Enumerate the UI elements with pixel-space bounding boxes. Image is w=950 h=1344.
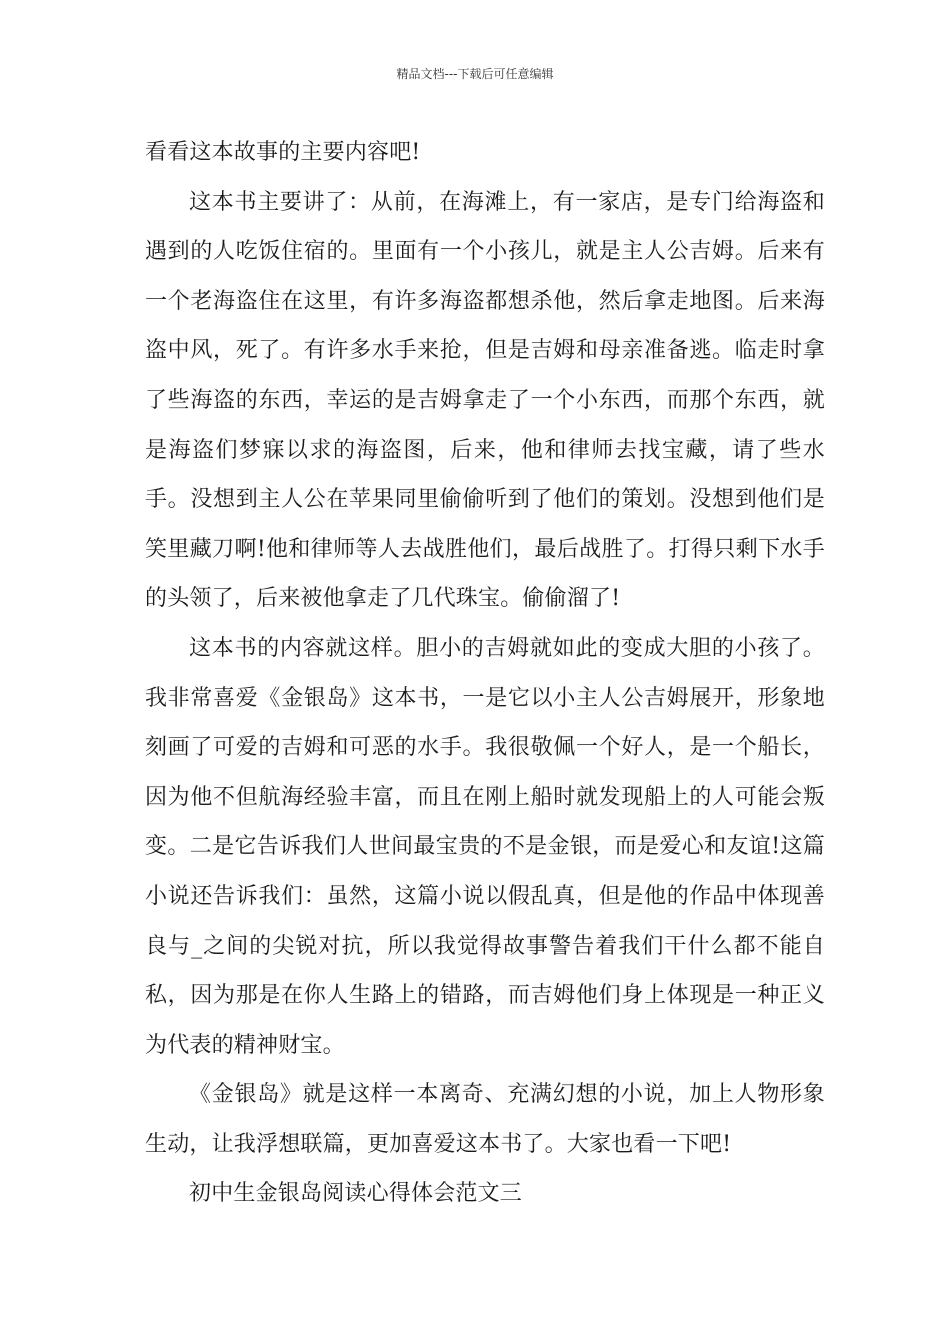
paragraph-story-summary: 这本书主要讲了：从前，在海滩上，有一家店，是专门给海盗和遇到的人吃饭住宿的。里面有一个小孩儿，就是主人公吉姆。后来有一个老海盗住在这里，有许多海盗都想杀他，然后拿走地图。后来海盗中风，死了。有许多水手来抢，但是吉姆和母亲准备逃。临走时拿了些海盗的东西，幸运的是吉姆拿走了一个小东西，而那个东西，就是海盗们梦寐以求的海盗图，后来，他和律师去找宝藏，请了些水手。没想到主人公在苹果同里偷偷听到了他们的策划。没想到他们是笑里藏刀啊!他和律师等人去战胜他们，最后战胜了。打得只剩下水手的头领了，后来被他拿走了几代珠宝。偷偷溜了! — [145, 189, 825, 612]
section-heading: 初中生金银岛阅读心得体会范文三 — [189, 1181, 523, 1207]
paragraph-conclusion: 《金银岛》就是这样一本离奇、充满幻想的小说，加上人物形象生动，让我浮想联篇，更加喜爱这本书了。大家也看一下吧! — [145, 1082, 825, 1157]
page-header: 精品文档---下载后可任意编辑 — [396, 67, 554, 81]
paragraph-reflection: 这本书的内容就这样。胆小的吉姆就如此的变成大胆的小孩了。我非常喜爱《金银岛》这本书，一是它以小主人公吉姆展开，形象地刻画了可爱的吉姆和可恶的水手。我很敬佩一个好人，是一个船长，因为他不但航海经验丰富，而且在刚上船时就发现船上的人可能会叛变。二是它告诉我们人世间最宝贵的不是金银，而是爱心和友谊!这篇小说还告诉我们：虽然，这篇小说以假乱真，但是他的作品中体现善良与_之间的尖锐对抗，所以我觉得故事警告着我们干什么都不能自私，因为那是在你人生路上的错路，而吉姆他们身上体现是一种正义为代表的精神财宝。 — [145, 635, 825, 1058]
paragraph-continuation: 看看这本故事的主要内容吧! — [145, 140, 421, 165]
document-body — [145, 128, 825, 1219]
